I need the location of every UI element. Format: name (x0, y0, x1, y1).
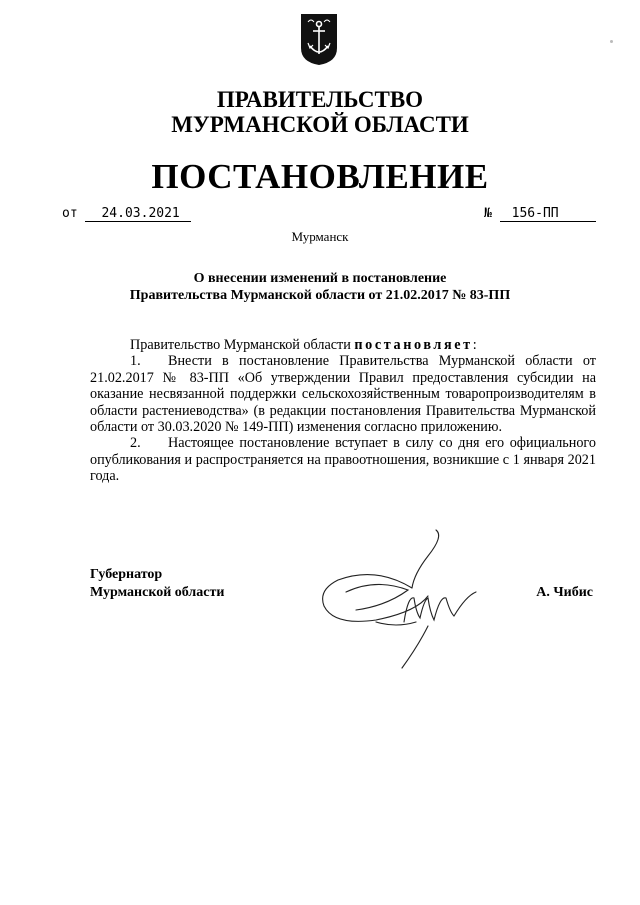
item-1-paragraph (90, 353, 596, 435)
document-subject (90, 270, 550, 304)
signatory-title-line1: Губернатор (90, 567, 163, 582)
document-city: Мурманск (291, 229, 349, 244)
intro-colon: : (472, 337, 477, 353)
item-2-text: Настоящее постановление вступает в силу со дня его официального опубликования и распространяется на правоотношения, возникшие с 1 января 2021 года. (90, 435, 596, 485)
document-body (90, 337, 596, 485)
signatory-name: А. Чибис (536, 585, 593, 600)
signatory-title (90, 566, 224, 602)
item-1-text: Внести в постановление Правительства Мурманской области от 21.02.2017 № 83-ПП «Об утверждении Правил предоставления субсидии на оказание несвязанной поддержки сельскохозяйственным товаропроизводителям в области растениеводства» (в редакции постановления Правительства Мурманской области от 30.03.2020 № 149-ПП) изменения согласно приложению. (90, 353, 596, 436)
coat-of-arms-emblem (299, 12, 339, 66)
date-prefix: от (62, 206, 78, 221)
government-name-line1: ПРАВИТЕЛЬСТВО (216, 87, 424, 112)
document-date: 24.03.2021 (85, 206, 191, 222)
document-date-row (62, 206, 191, 222)
document-type-title: ПОСТАНОВЛЕНИЕ (151, 157, 489, 196)
scan-speck (610, 40, 613, 43)
subject-line1: О внесении изменений в постановление (193, 271, 447, 286)
subject-line2: Правительства Мурманской области от 21.02.2017 № 83-ПП (129, 288, 511, 303)
item-2-paragraph (90, 435, 596, 484)
handwritten-signature (316, 526, 486, 674)
document-number-row (484, 206, 596, 222)
document-number: 156-ПП (500, 206, 596, 222)
intro-paragraph (90, 337, 596, 353)
item-2-number: 2. (130, 435, 141, 452)
item-1-number: 1. (130, 353, 141, 370)
number-prefix: № (484, 206, 492, 221)
signatory-title-line2: Мурманской области (90, 585, 225, 600)
intro-decision-word: постановляет (354, 337, 473, 353)
government-name-line2: МУРМАНСКОЙ ОБЛАСТИ (171, 112, 469, 137)
intro-text: Правительство Мурманской области (130, 337, 351, 353)
